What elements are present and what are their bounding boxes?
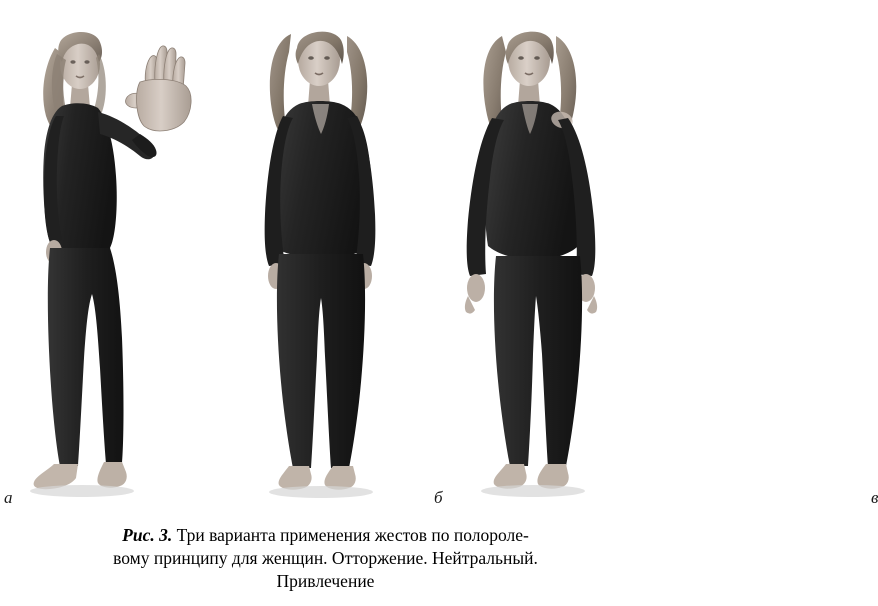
person-illustration-c bbox=[430, 8, 651, 498]
person-figure-a bbox=[0, 8, 215, 498]
figure-caption bbox=[0, 524, 651, 592]
caption-line-3: Привлечение bbox=[276, 570, 375, 591]
figure-number: Рис. 3. bbox=[122, 525, 173, 545]
caption-line-1 bbox=[0, 524, 651, 547]
caption-text-1: Три варианта применения жестов по полороле- bbox=[172, 525, 529, 545]
figure-panel-b bbox=[215, 0, 443, 520]
figure-panel-a bbox=[0, 0, 215, 520]
caption-line-2: вому принципу для женщин. Отторжение. Нейтральный. bbox=[113, 547, 538, 568]
person-illustration-a bbox=[0, 8, 215, 498]
person-illustration-b bbox=[215, 8, 430, 498]
panel-label-a: а bbox=[4, 488, 13, 507]
figure-panel-c bbox=[430, 0, 878, 520]
person-figure-c bbox=[430, 8, 651, 498]
panel-label-b: б bbox=[434, 488, 443, 507]
panel-label-c: в bbox=[871, 488, 878, 507]
person-figure-b bbox=[215, 8, 430, 498]
